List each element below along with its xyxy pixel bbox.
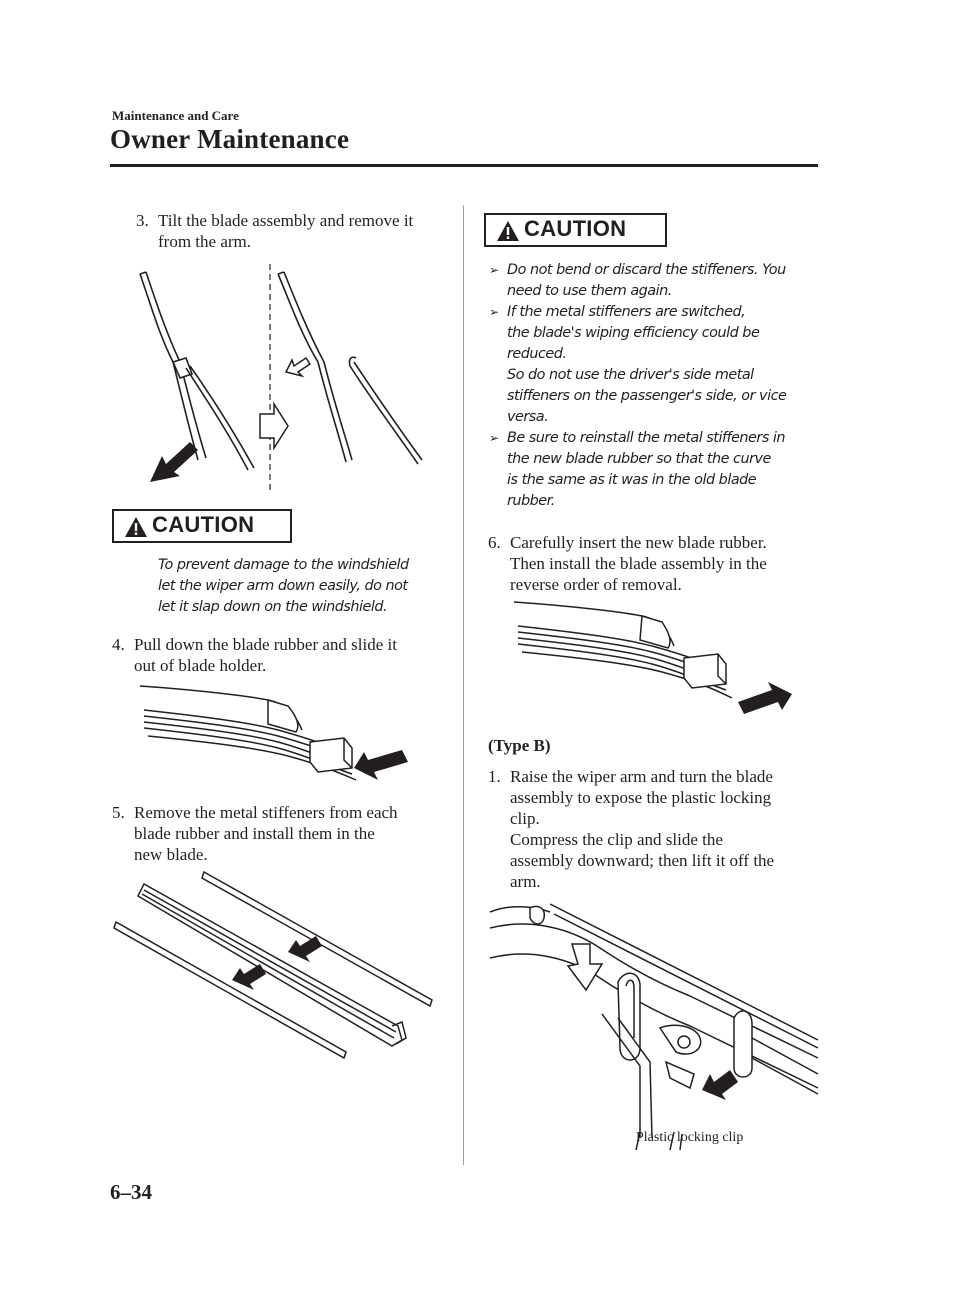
step-line: from the arm. xyxy=(158,232,251,251)
caution-label: CAUTION xyxy=(152,512,255,537)
step-line: Then install the blade assembly in the xyxy=(510,554,767,573)
step-line: assembly to expose the plastic locking xyxy=(510,788,772,807)
stiffeners-illustration xyxy=(110,866,440,1066)
step-5 xyxy=(112,802,452,865)
caution-bullets xyxy=(488,260,786,512)
step-line: out of blade holder. xyxy=(134,656,267,675)
step-line: Raise the wiper arm and turn the blade xyxy=(510,767,773,786)
step-line: new blade. xyxy=(134,845,208,864)
step-line: clip. xyxy=(510,809,540,828)
caution-banner xyxy=(112,509,292,543)
caution-line: the new blade rubber so that the curve xyxy=(507,451,771,467)
step-number: 5. xyxy=(112,803,125,822)
caution-line: To prevent damage to the windshield xyxy=(158,557,409,573)
step-number: 3. xyxy=(136,211,149,230)
page-number: 6–34 xyxy=(110,1180,152,1204)
step-line: assembly downward; then lift it off the xyxy=(510,851,775,870)
caution-line: need to use them again. xyxy=(507,283,672,299)
locking-clip-illustration xyxy=(490,898,818,1160)
caution-line: let it slap down on the windshield. xyxy=(158,599,388,615)
arrowhead-bullet-icon: ➢ xyxy=(489,431,499,445)
caution-label: CAUTION xyxy=(524,216,627,241)
slide-rubber-illustration xyxy=(138,676,428,796)
step-b1 xyxy=(488,766,818,892)
caution-banner xyxy=(484,213,667,247)
step-line: arm. xyxy=(510,872,541,891)
step-6 xyxy=(488,532,818,595)
arrowhead-bullet-icon: ➢ xyxy=(489,263,499,277)
arrowhead-bullet-icon: ➢ xyxy=(489,305,499,319)
warning-icon xyxy=(496,220,520,242)
caution-line: Do not bend or discard the stiffeners. You xyxy=(507,262,786,278)
caution-line: rubber. xyxy=(507,493,555,509)
step-line: Tilt the blade assembly and remove it xyxy=(158,211,414,230)
step-number: 1. xyxy=(488,767,501,786)
step-line: Remove the metal stiffeners from each xyxy=(134,803,398,822)
callout-label: Plastic locking clip xyxy=(636,1130,744,1145)
caution-text xyxy=(158,555,409,618)
column-divider xyxy=(463,205,464,1165)
step-number: 4. xyxy=(112,635,125,654)
caution-bullet xyxy=(488,428,786,512)
caution-line: stiffeners on the passenger's side, or vice xyxy=(507,388,787,404)
caution-line: let the wiper arm down easily, do not xyxy=(158,578,408,594)
warning-icon xyxy=(124,516,148,538)
step-line: blade rubber and install them in the xyxy=(134,824,375,843)
caution-line: is the same as it was in the old blade xyxy=(507,472,757,488)
caution-line: versa. xyxy=(507,409,549,425)
title-rule xyxy=(110,164,818,167)
caution-bullet xyxy=(488,260,786,302)
step-line: Carefully insert the new blade rubber. xyxy=(510,533,767,552)
caution-bullet xyxy=(488,302,786,428)
step-line: Compress the clip and slide the xyxy=(510,830,723,849)
caution-line: reduced. xyxy=(507,346,567,362)
step-number: 6. xyxy=(488,533,501,552)
step-3 xyxy=(136,210,456,252)
caution-line: Be sure to reinstall the metal stiffeners in xyxy=(507,430,786,446)
type-label: (Type B) xyxy=(488,736,551,755)
caution-line: the blade's wiping efficiency could be xyxy=(507,325,760,341)
section-label: Maintenance and Care xyxy=(112,108,239,123)
tilt-blade-illustration xyxy=(128,262,428,502)
caution-line: So do not use the driver's side metal xyxy=(507,367,754,383)
step-line: reverse order of removal. xyxy=(510,575,682,594)
step-line: Pull down the blade rubber and slide it xyxy=(134,635,397,654)
caution-line: If the metal stiffeners are switched, xyxy=(507,304,746,320)
insert-rubber-illustration xyxy=(512,596,802,726)
step-4 xyxy=(112,634,452,676)
page-title: Owner Maintenance xyxy=(110,124,350,154)
